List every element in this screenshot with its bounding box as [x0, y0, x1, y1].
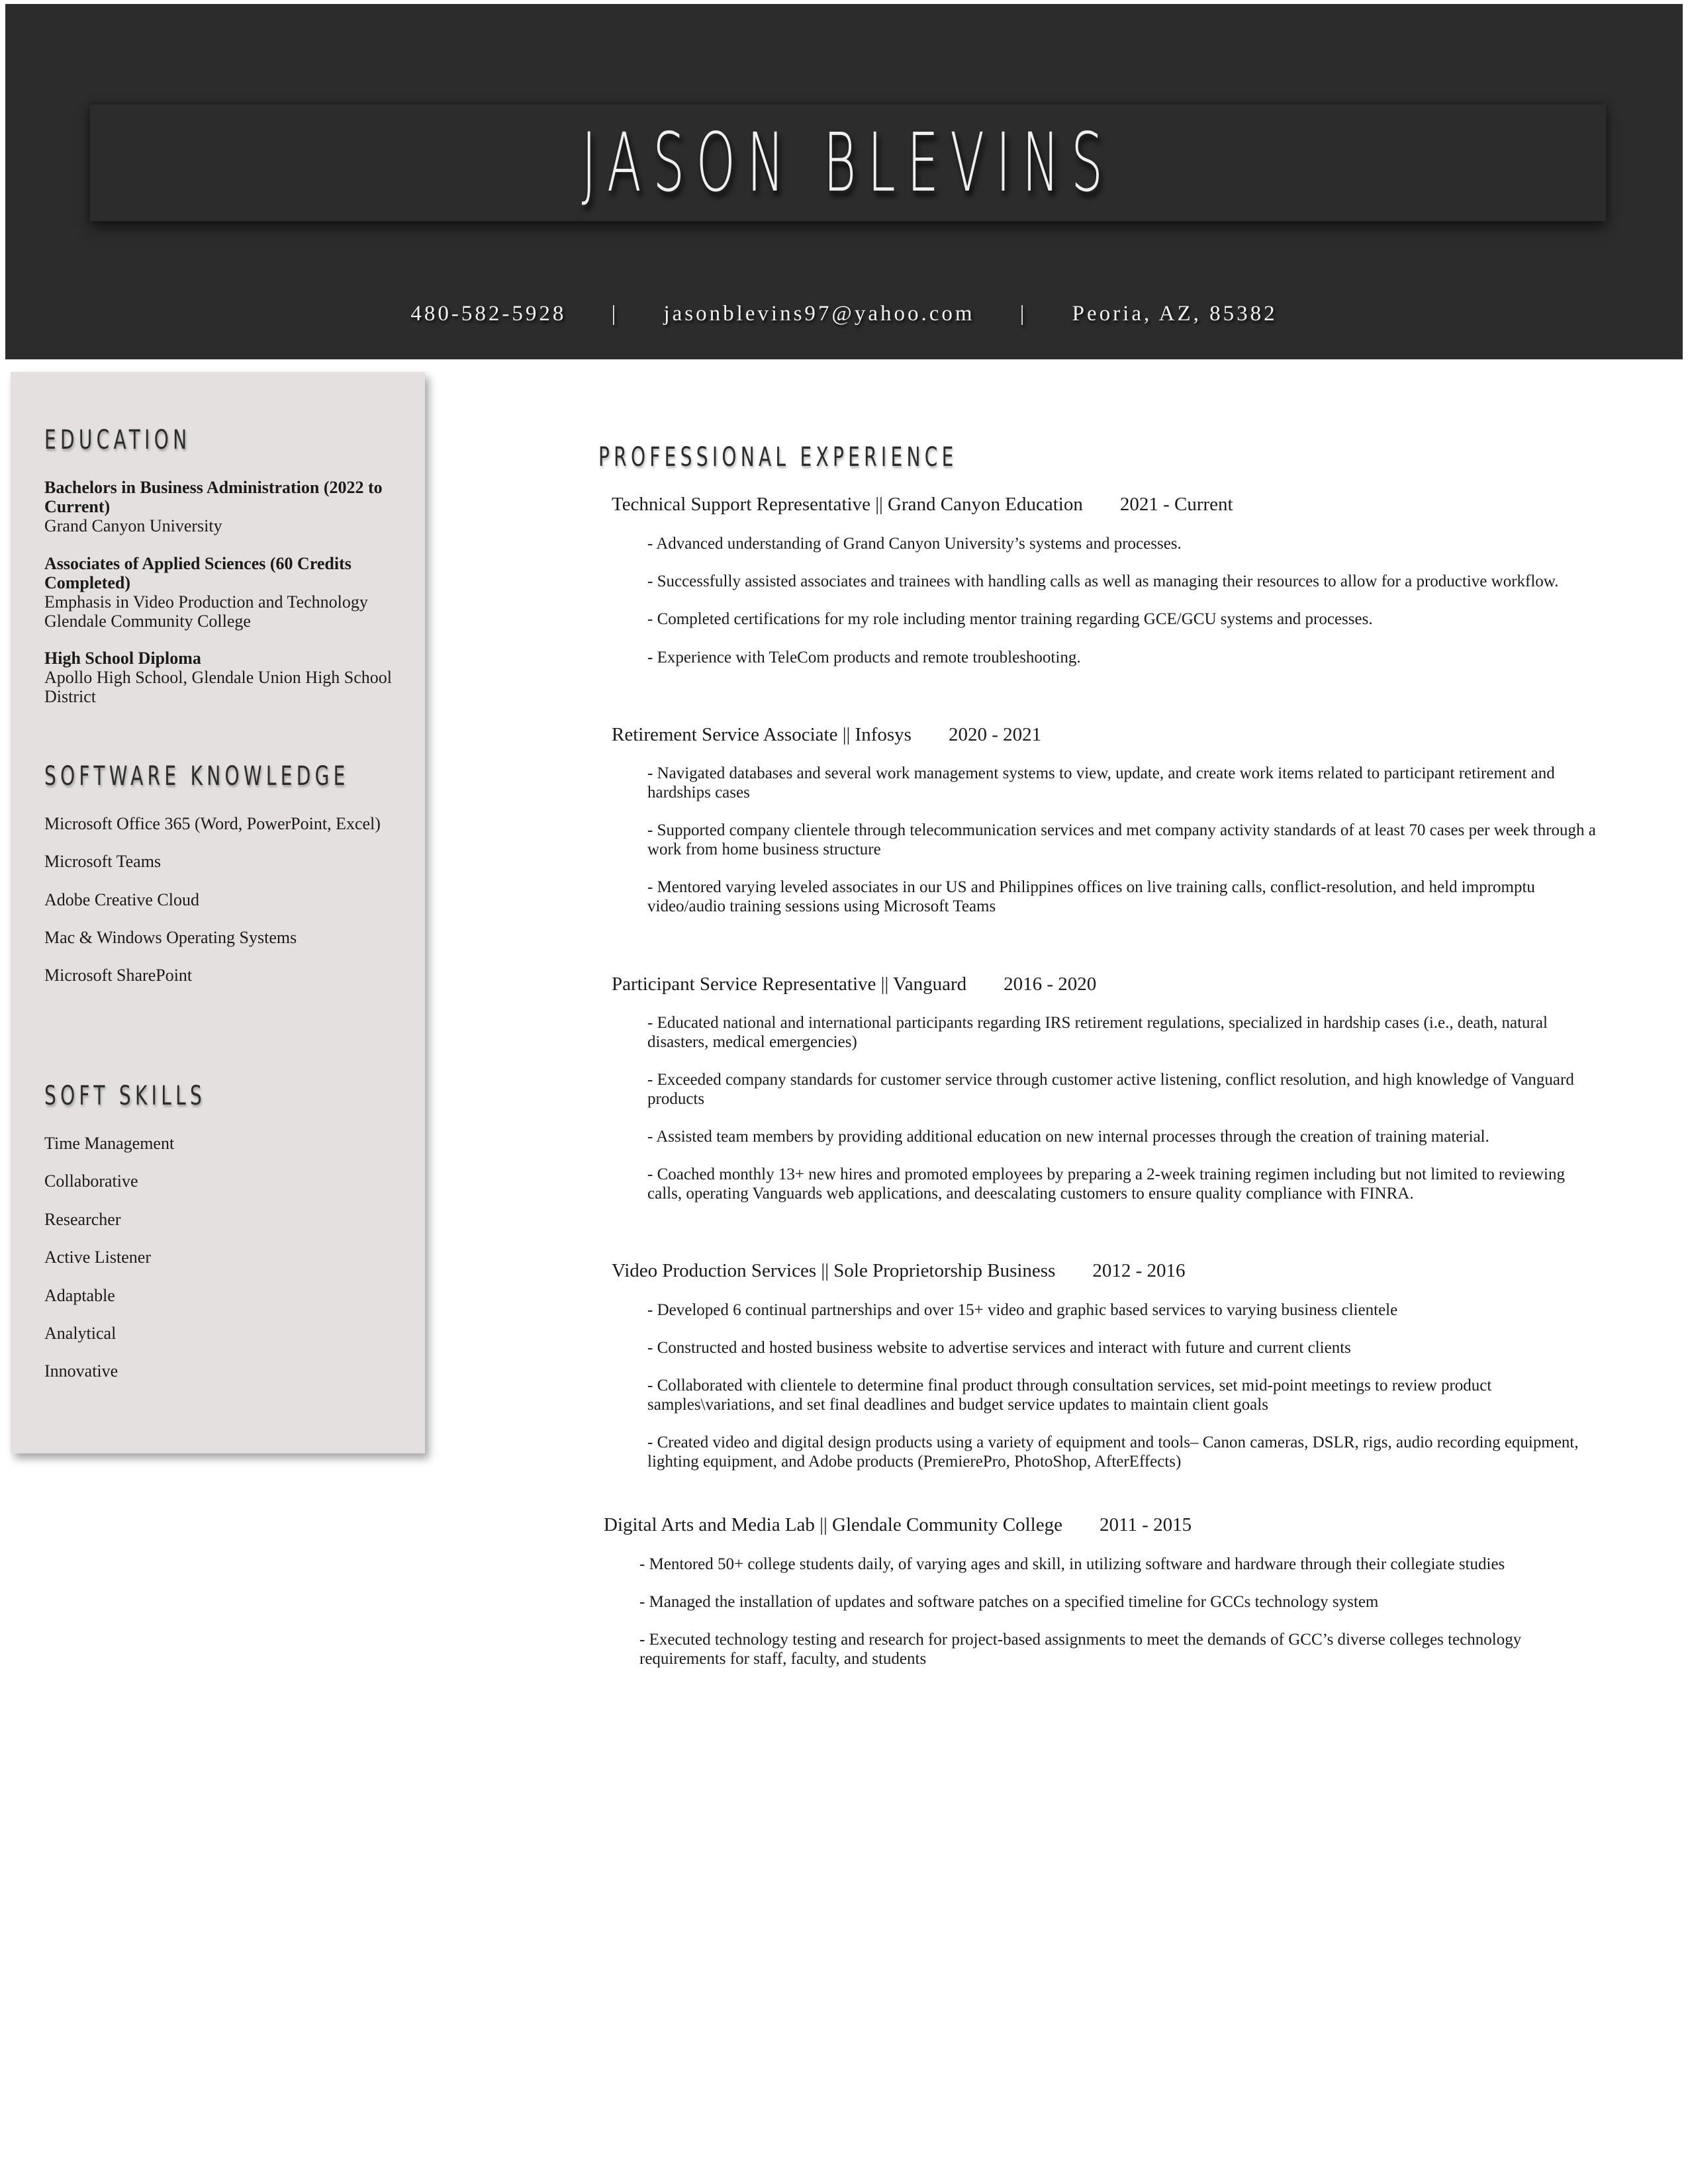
job-heading — [612, 974, 1096, 995]
job-bullet: - Advanced understanding of Grand Canyon University’s systems and processes. — [647, 535, 1182, 553]
job-bullet: - Executed technology testing and research for project-based assignments to meet the demands of GCC’s diverse colleges technology requirements for staff, faculty, and students — [639, 1631, 1522, 1668]
job-dates: 2012 - 2016 — [1092, 1260, 1186, 1281]
job-title: Digital Arts and Media Lab || Glendale Community College — [604, 1514, 1062, 1535]
location: Peoria, AZ, 85382 — [1072, 302, 1278, 326]
job-bullet: - Managed the installation of updates and software patches on a specified timeline for GCCs technology system — [639, 1593, 1379, 1611]
software-title: SOFTWARE KNOWLEDGE — [44, 761, 350, 792]
contact-line — [5, 302, 1683, 326]
software-item: Mac & Windows Operating Systems — [44, 928, 297, 947]
software-item: Microsoft Office 365 (Word, PowerPoint, Excel) — [44, 814, 381, 833]
job-bullet: - Navigated databases and several work management systems to view, update, and create work items related to participant retirement and hardships cases — [647, 764, 1555, 801]
job-bullet: - Coached monthly 13+ new hires and promoted employees by preparing a 2-week training regimen including but not limited to reviewing calls, operating Vanguards web applications, and deescalating customers to ensure quality compliance with FINRA. — [647, 1165, 1565, 1203]
job-bullet: - Experience with TeleCom products and remote troubleshooting. — [647, 649, 1081, 666]
experience-title: PROFESSIONAL EXPERIENCE — [598, 442, 958, 473]
job-heading — [612, 1260, 1186, 1282]
school-name: Grand Canyon University — [44, 516, 222, 535]
job-bullet: - Mentored 50+ college students daily, of varying ages and skill, in utilizing software and hardware through their collegiate studies — [639, 1555, 1505, 1573]
degree-name: High School Diploma — [44, 649, 201, 668]
job-heading — [604, 1514, 1192, 1536]
name-banner — [90, 105, 1606, 221]
contact-separator: | — [1019, 302, 1027, 326]
job-dates: 2020 - 2021 — [948, 724, 1042, 745]
candidate-name: JASON BLEVINS — [581, 116, 1115, 210]
contact-separator: | — [611, 302, 619, 326]
resume-header — [5, 4, 1683, 359]
education-item — [44, 554, 402, 631]
software-item: Microsoft Teams — [44, 852, 162, 871]
skill-item: Researcher — [44, 1210, 121, 1229]
job-bullet: - Supported company clientele through telecommunication services and met company activity standards of at least 70 cases per week through a work from home business structure — [647, 821, 1596, 858]
skill-item: Active Listener — [44, 1248, 151, 1267]
software-item: Adobe Creative Cloud — [44, 890, 199, 909]
job-heading — [612, 724, 1041, 746]
job-title: Technical Support Representative || Grand Canyon Education — [612, 494, 1083, 515]
skill-item: Adaptable — [44, 1286, 115, 1305]
phone-number: 480-582-5928 — [410, 302, 567, 326]
job-bullet: - Collaborated with clientele to determine final product through consultation services, set mid-point meetings to review product samples\variations, and set final deadlines and budget service updates to maintain client goals — [647, 1377, 1492, 1414]
job-bullet: - Mentored varying leveled associates in our US and Philippines offices on live training calls, conflict-resolution, and held impromptu video/audio training sessions using Microsoft Teams — [647, 878, 1535, 915]
education-title: EDUCATION — [44, 425, 191, 455]
email-address: jasonblevins97@yahoo.com — [663, 302, 975, 326]
skill-item: Collaborative — [44, 1171, 138, 1191]
job-bullet: - Completed certifications for my role including mentor training regarding GCE/GCU systems and processes. — [647, 610, 1373, 628]
degree-name: Associates of Applied Sciences (60 Credits Completed) — [44, 554, 352, 592]
job-dates: 2016 - 2020 — [1004, 974, 1097, 995]
job-heading — [612, 494, 1233, 516]
job-bullet: - Exceeded company standards for customer service through customer active listening, conflict resolution, and high knowledge of Vanguard products — [647, 1071, 1574, 1108]
job-dates: 2011 - 2015 — [1099, 1514, 1192, 1535]
education-item — [44, 478, 402, 535]
job-bullet: - Developed 6 continual partnerships and over 15+ video and graphic based services to varying business clientele — [647, 1301, 1398, 1319]
school-name: Apollo High School, Glendale Union High School District — [44, 668, 393, 706]
job-bullet: - Educated national and international participants regarding IRS retirement regulations, specialized in hardship cases (i.e., death, natural disasters, medical emergencies) — [647, 1014, 1548, 1051]
sidebar — [11, 372, 425, 1453]
job-bullet: - Created video and digital design products using a variety of equipment and tools– Canon cameras, DSLR, rigs, audio recording equipment, lighting equipment, and Adobe products (PremierePro, PhotoShop, AfterEffects) — [647, 1433, 1579, 1471]
job-title: Participant Service Representative || Vanguard — [612, 974, 967, 995]
school-name: Glendale Community College — [44, 612, 251, 631]
job-dates: 2021 - Current — [1119, 494, 1233, 515]
job-bullet: - Assisted team members by providing additional education on new internal processes through the creation of training material. — [647, 1128, 1489, 1146]
job-title: Video Production Services || Sole Proprietorship Business — [612, 1260, 1056, 1281]
job-bullet: - Successfully assisted associates and trainees with handling calls as well as managing their resources to allow for a productive workflow. — [647, 572, 1559, 590]
degree-emphasis: Emphasis in Video Production and Technology — [44, 592, 368, 612]
soft-skills-title: SOFT SKILLS — [44, 1081, 207, 1111]
job-title: Retirement Service Associate || Infosys — [612, 724, 912, 745]
job-bullet: - Constructed and hosted business website to advertise services and interact with future and current clients — [647, 1339, 1351, 1357]
skill-item: Time Management — [44, 1134, 175, 1153]
skill-item: Analytical — [44, 1324, 117, 1343]
software-item: Microsoft SharePoint — [44, 966, 193, 985]
degree-name: Bachelors in Business Administration (2022 to Current) — [44, 478, 383, 516]
education-item — [44, 649, 402, 706]
skill-item: Innovative — [44, 1361, 118, 1381]
